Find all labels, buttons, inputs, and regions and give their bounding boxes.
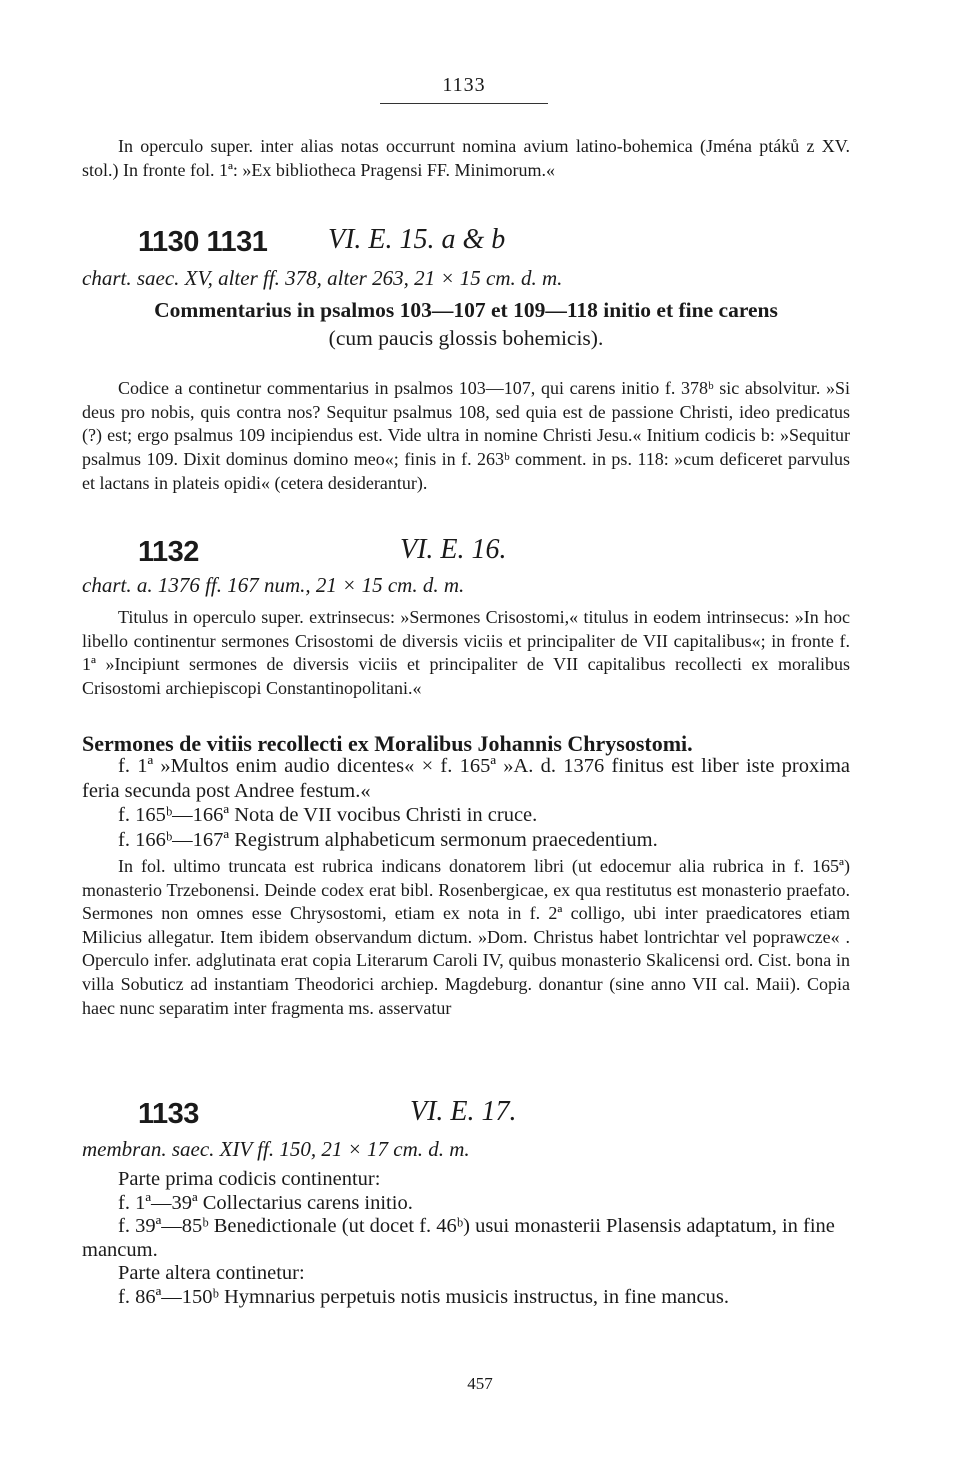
entry-1133-number: 1133 (138, 1098, 199, 1130)
entry-1130-title-line2: (cum paucis glossis bohemicis). (328, 326, 604, 350)
entry-1132-body2 (82, 855, 850, 1020)
entry-1130-number: 1130 1131 (138, 226, 268, 258)
entry-1132-description: chart. a. 1376 ff. 167 num., 21 × 15 cm. d. m. (82, 573, 465, 597)
entry-1133-signature: VI. E. 17. (410, 1096, 517, 1127)
intro-paragraph (82, 135, 850, 182)
entry-1132-number: 1132 (138, 536, 199, 568)
entry-1132-body2-text: In fol. ultimo truncata est rubrica indicans donatorem libri (ut edocemur alia rubrica in f. 165ª) monasterio Trzebonensi. Deinde codex erat bibl. Rosenbergicae, ex qua restitutus est monasterio praefato. Sermones non omnes esse Chrysostomi, etiam ex nota in f. 2ª colligo, ubi inter praedicatores etiam Milicius allegatur. Item ibidem observandum dictum. »Dom. Christus habet lontrichtar vel poprawcze« . Operculo infer. adglutinata erat copia Literarum Caroli IV, quibus monasterio Skalicensi ord. Cist. bona in villa Sobuticz ad instantiam Theodorici archiep. Magdeburg. donantur (sine anno VII cal. Maii). Copia haec nunc separatim inter fragmenta ms. asservatur (82, 856, 850, 1018)
entry-1132-list (82, 754, 850, 852)
entry-1130-title (82, 296, 850, 352)
intro-text: In operculo super. inter alias notas occurrunt nomina avium latino-bohemica (Jména ptáků z XV. stol.) In fronte fol. 1ª: »Ex bibliotheca Pragensi FF. Minimorum.« (82, 136, 850, 180)
entry-1133-contents (82, 1168, 850, 1309)
header-rule (380, 103, 548, 104)
entry-1132-line-b: f. 165ᵇ—166ª Nota de VII vocibus Christi in cruce. (118, 804, 538, 827)
entry-1130-title-line1: Commentarius in psalmos 103—107 et 109—118 initio et fine carens (154, 298, 778, 322)
page-number: 457 (467, 1374, 493, 1393)
entry-1133-p3: f. 39ª—85ᵇ Benedictionale (ut docet f. 46ᵇ) usui monasterii Plasensis adaptatum, in fine mancum. (82, 1215, 835, 1261)
entry-1132-body1-text: Titulus in operculo super. extrinsecus: »Sermones Crisostomi,« titulus in eodem intrinsecus: »In hoc libello continentur sermones Crisostomi de diversis viciis et principaliter de VII capitalibus«; in fronte f. 1ª »Incipiunt sermones de diversis viciis et principaliter de VII capitalibus recollecti ex moralibus Crisostomi archiepiscopi Constantinopolitani.« (82, 607, 850, 699)
entry-1133-p1: Parte prima codicis continentur: (118, 1168, 381, 1190)
entry-1132-signature: VI. E. 16. (400, 534, 507, 565)
entry-1133-p4: Parte altera continetur: (118, 1262, 305, 1284)
entry-1133-description: membran. saec. XIV ff. 150, 21 × 17 cm. d. m. (82, 1137, 470, 1161)
running-head: 1133 (442, 74, 486, 96)
entry-1130-body (82, 377, 850, 496)
entry-1133-p2: f. 1ª—39ª Collectarius carens initio. (118, 1191, 413, 1214)
entry-1132-body1 (82, 606, 850, 701)
entry-1130-signature: VI. E. 15. a & b (328, 224, 506, 255)
entry-1130-description: chart. saec. XV, alter ff. 378, alter 263, 21 × 15 cm. d. m. (82, 266, 563, 290)
entry-1130-body-text: Codice a continetur commentarius in psalmos 103—107, qui carens initio f. 378ᵇ sic absolvitur. »Si deus pro nobis, quis contra nos? Sequitur psalmus 108, sed quia est de passione Christi, ideo predicatus (?) est; ergo psalmus 109 incipiendus est. Vide ultra in nomine Christi Jesu.« Initium codicis b: »Sequitur psalmus 109. Dixit dominus domino meo«; finis in f. 263ᵇ comment. in ps. 118: »cum deficeret parvulus et lactans in plateis opidi« (cetera desiderantur). (82, 378, 850, 493)
entry-1133-p5: f. 86ª—150ᵇ Hymnarius perpetuis notis musicis instructus, in fine mancus. (118, 1285, 729, 1308)
entry-1132-title: Sermones de vitiis recollecti ex Moralibus Johannis Chrysostomi. (82, 731, 693, 756)
entry-1132-line-c: f. 166ᵇ—167ª Registrum alphabeticum sermonum praecedentium. (118, 828, 658, 851)
entry-1132-line-a: f. 1ª »Multos enim audio dicentes« × f. 165ª »A. d. 1376 finitus est liber iste proxima feria secunda post Andree festum.« (82, 755, 850, 802)
